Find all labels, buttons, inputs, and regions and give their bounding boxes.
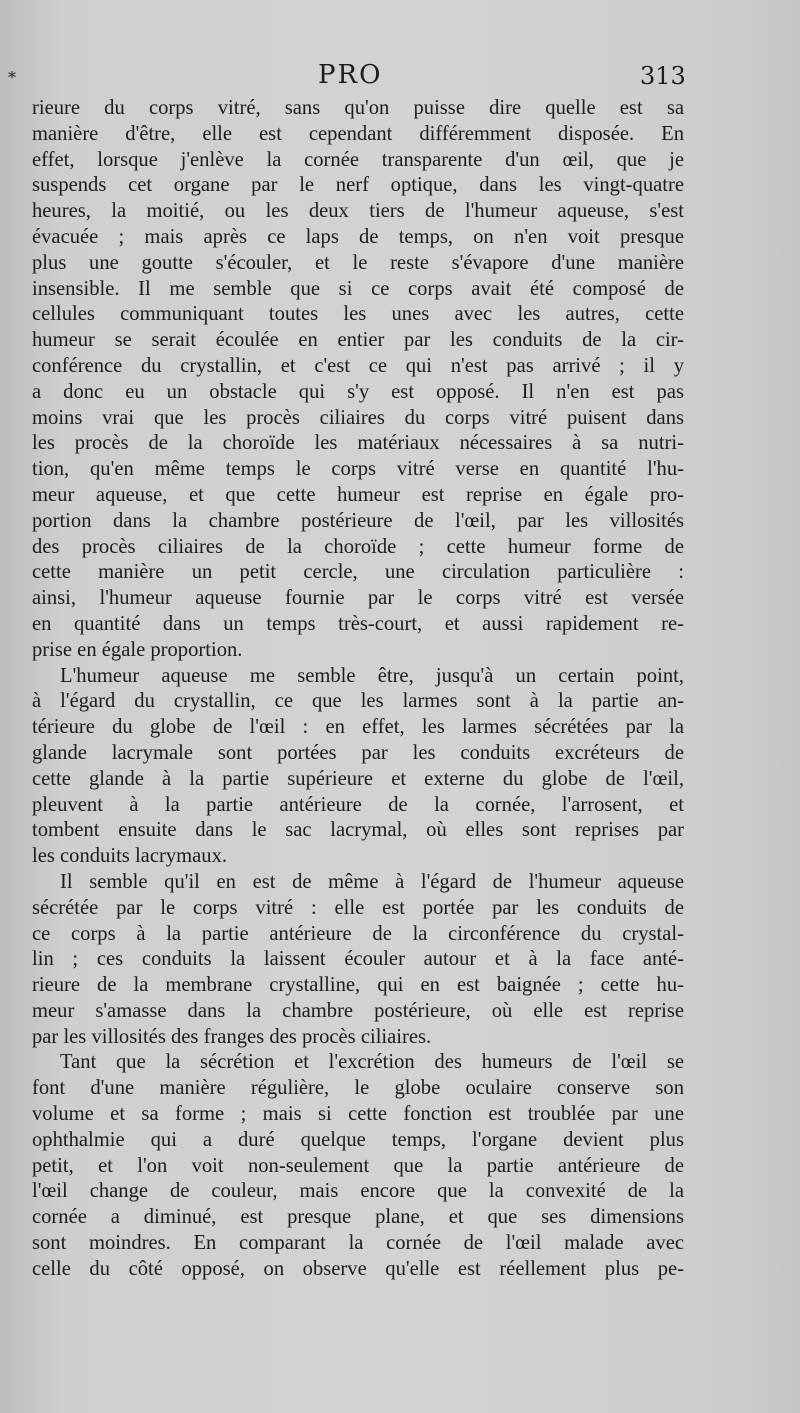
text-line: L'humeur aqueuse me semble être, jusqu'à un certain point, <box>60 664 684 687</box>
text-line: cellules communiquant toutes les unes avec les autres, cette <box>32 303 684 326</box>
text-line: lin ; ces conduits la laissent écouler autour et à la face anté- <box>32 948 684 971</box>
text-line: Il semble qu'il en est de même à l'égard de l'humeur aqueuse <box>60 870 684 893</box>
text-line: tion, qu'en même temps le corps vitré verse en quantité l'hu- <box>32 458 684 481</box>
text-line: moins vrai que les procès ciliaires du corps vitré puisent dans <box>32 406 684 429</box>
text-line: effet, lorsque j'enlève la cornée transparente d'un œil, que je <box>32 148 684 171</box>
margin-mark: * <box>8 68 16 87</box>
text-line: rieure de la membrane crystalline, qui en est baignée ; cette hu- <box>32 974 684 997</box>
text-line: ainsi, l'humeur aqueuse fournie par le corps vitré est versée <box>32 587 684 610</box>
text-line: meur aqueuse, et que cette humeur est reprise en égale pro- <box>32 483 684 506</box>
text-line: ce corps à la partie antérieure de la circonférence du crystal- <box>32 922 684 945</box>
text-line: sécrétée par le corps vitré : elle est portée par les conduits de <box>32 896 684 919</box>
text-line: à l'égard du crystallin, ce que les larmes sont à la partie an- <box>32 690 684 713</box>
text-line: ophthalmie qui a duré quelque temps, l'organe devient plus <box>32 1128 684 1151</box>
page-header <box>0 58 800 94</box>
text-line: sont moindres. En comparant la cornée de l'œil malade avec <box>32 1232 684 1255</box>
text-line: conférence du crystallin, et c'est ce qui n'est pas arrivé ; il y <box>32 354 684 377</box>
text-line: glande lacrymale sont portées par les conduits excréteurs de <box>32 741 684 764</box>
text-line: a donc eu un obstacle qui s'y est opposé. Il n'en est pas <box>32 380 684 403</box>
text-line: évacuée ; mais après ce laps de temps, on n'en voit presque <box>32 225 684 248</box>
text-line: heures, la moitié, ou les deux tiers de l'humeur aqueuse, s'est <box>32 200 684 223</box>
text-line: par les villosités des franges des procès ciliaires. <box>32 1025 432 1048</box>
text-line: meur s'amasse dans la chambre postérieure, où elle est reprise <box>32 999 684 1022</box>
text-line: font d'une manière régulière, le globe oculaire conserve son <box>32 1077 684 1100</box>
paragraph <box>32 96 684 664</box>
text-line: prise en égale proportion. <box>32 638 243 661</box>
text-line: des procès ciliaires de la choroïde ; cette humeur forme de <box>32 535 684 558</box>
body-text <box>32 96 684 1283</box>
text-line: les procès de la choroïde les matériaux nécessaires à sa nutri- <box>32 432 684 455</box>
text-line: insensible. Il me semble que si ce corps avait été composé de <box>32 277 684 300</box>
text-line: térieure du globe de l'œil : en effet, les larmes sécrétées par la <box>32 716 684 739</box>
text-line: cornée a diminué, est presque plane, et que ses dimensions <box>32 1206 684 1229</box>
text-line: cette glande à la partie supérieure et externe du globe de l'œil, <box>32 767 684 790</box>
text-line: humeur se serait écoulée en entier par les conduits de la cir- <box>32 329 684 352</box>
text-line: petit, et l'on voit non-seulement que la partie antérieure de <box>32 1154 684 1177</box>
text-line: les conduits lacrymaux. <box>32 845 228 868</box>
text-line: Tant que la sécrétion et l'excrétion des humeurs de l'œil se <box>60 1051 684 1074</box>
paragraph <box>32 664 684 870</box>
text-line: cette manière un petit cercle, une circulation particulière : <box>32 561 684 584</box>
page-number: 313 <box>640 62 686 90</box>
text-line: manière d'être, elle est cependant différemment disposée. En <box>32 122 684 145</box>
text-line: rieure du corps vitré, sans qu'on puisse dire quelle est sa <box>32 97 684 119</box>
text-line: celle du côté opposé, on observe qu'elle est réellement plus pe- <box>32 1257 684 1280</box>
paragraph <box>32 870 684 1051</box>
text-line: tombent ensuite dans le sac lacrymal, où elles sont reprises par <box>32 819 684 842</box>
text-line: portion dans la chambre postérieure de l'œil, par les villosités <box>32 509 684 532</box>
running-title: PRO <box>318 60 383 90</box>
text-line: volume et sa forme ; mais si cette fonction est troublée par une <box>32 1103 684 1126</box>
paragraph <box>32 1050 684 1282</box>
text-line: suspends cet organe par le nerf optique, dans les vingt-quatre <box>32 174 684 197</box>
text-line: pleuvent à la partie antérieure de la cornée, l'arrosent, et <box>32 793 684 816</box>
text-line: l'œil change de couleur, mais encore que la convexité de la <box>32 1180 684 1203</box>
text-line: plus une goutte s'écouler, et le reste s'évapore d'une manière <box>32 251 684 274</box>
text-line: en quantité dans un temps très-court, et aussi rapidement re- <box>32 612 684 635</box>
